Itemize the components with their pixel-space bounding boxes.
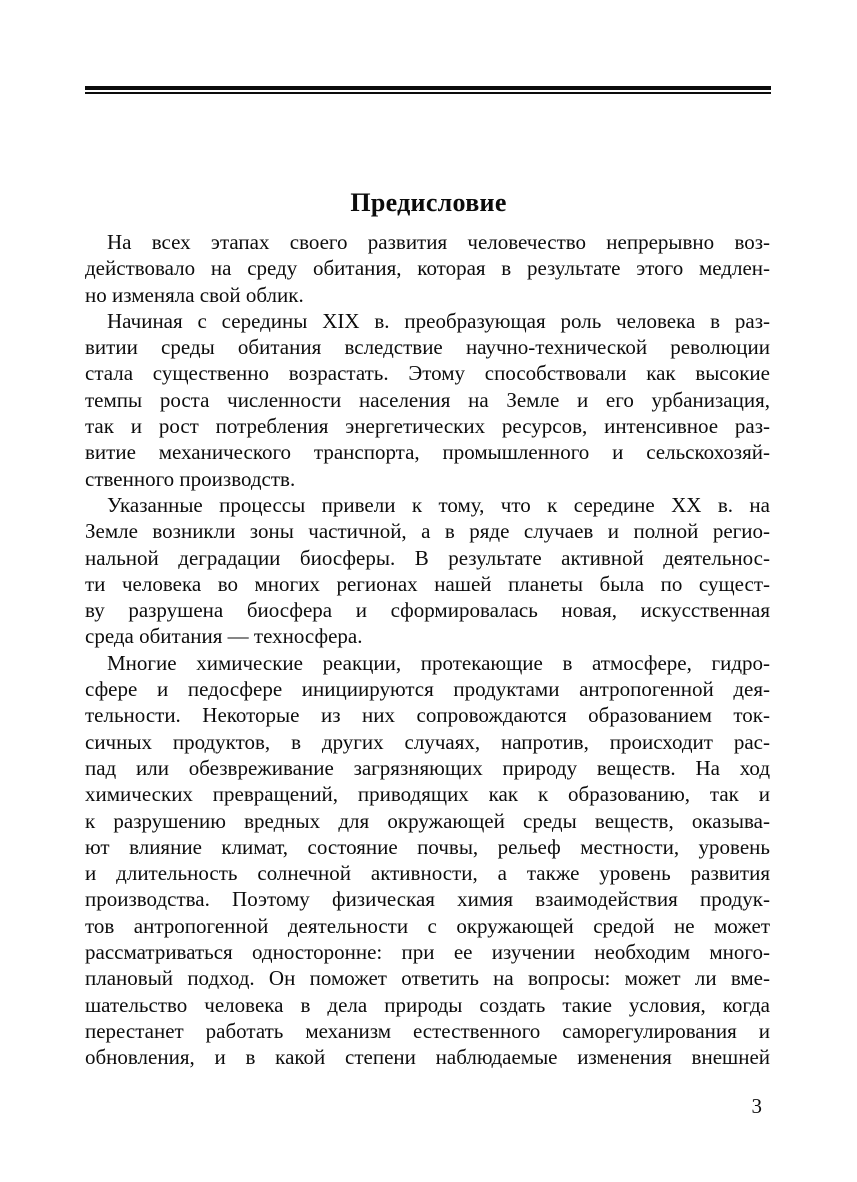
paragraph xyxy=(85,229,770,308)
paragraph xyxy=(85,492,770,650)
text-line: сичных продуктов, в других случаях, напротив, происходит рас- xyxy=(85,729,770,754)
text-line: но изменяла свой облик. xyxy=(85,282,304,307)
text-line: тельности. Некоторые из них сопровождаются образованием ток- xyxy=(85,703,770,728)
page-number: 3 xyxy=(751,1094,762,1118)
text-line: витие механического транспорта, промышленного и сельскохозяй- xyxy=(85,440,770,465)
text-line: плановый подход. Он поможет ответить на вопросы: может ли вме- xyxy=(85,966,770,991)
page-title: Предисловие xyxy=(350,188,507,217)
text-line: тов антропогенной деятельности с окружающей средой не может xyxy=(85,913,770,938)
paragraph xyxy=(85,308,770,492)
text-line: так и рост потребления энергетических ресурсов, интенсивное раз- xyxy=(85,414,770,439)
text-line: производства. Поэтому физическая химия взаимодействия продук- xyxy=(85,887,770,912)
text-line: обновления, и в какой степени наблюдаемые изменения внешней xyxy=(85,1045,770,1070)
body-text xyxy=(85,229,770,1071)
text-line: нальной деградации биосферы. В результате активной деятельнос- xyxy=(85,545,770,570)
text-line: ву разрушена биосфера и сформировалась новая, искусственная xyxy=(85,598,770,623)
text-line: перестанет работать механизм естественного саморегулирования и xyxy=(85,1018,770,1043)
text-line: шательство человека в дела природы создать такие условия, когда xyxy=(85,992,770,1017)
text-line: химических превращений, приводящих как к образованию, так и xyxy=(85,782,770,807)
text-line: рассматриваться односторонне: при ее изучении необходим много- xyxy=(85,940,770,965)
text-line: пад или обезвреживание загрязняющих природу веществ. На ход xyxy=(85,755,770,780)
text-line: темпы роста численности населения на Земле и его урбанизация, xyxy=(85,387,770,412)
text-line: ти человека во многих регионах нашей планеты была по сущест- xyxy=(85,571,770,596)
text-line: Начиная с середины XIX в. преобразующая роль человека в раз- xyxy=(107,308,770,333)
text-line: ственного производств. xyxy=(85,466,296,491)
text-line: Указанные процессы привели к тому, что к середине XX в. на xyxy=(107,492,770,517)
text-line: ют влияние климат, состояние почвы, рельеф местности, уровень xyxy=(85,834,770,859)
text-line: среда обитания — техносфера. xyxy=(85,624,363,649)
text-line: Земле возникли зоны частичной, а в ряде случаев и полной регио- xyxy=(85,519,770,544)
paragraph xyxy=(85,650,770,1071)
text-line: к разрушению вредных для окружающей среды веществ, оказыва- xyxy=(85,808,770,833)
text-line: На всех этапах своего развития человечество непрерывно воз- xyxy=(107,230,770,254)
text-line: витии среды обитания вследствие научно-технической революции xyxy=(85,335,770,360)
text-line: действовало на среду обитания, которая в результате этого медлен- xyxy=(85,256,770,281)
text-line: Многие химические реакции, протекающие в атмосфере, гидро- xyxy=(107,650,770,675)
text-line: стала существенно возрастать. Этому способствовали как высокие xyxy=(85,361,770,386)
double-rule-divider xyxy=(85,86,771,94)
text-line: и длительность солнечной активности, а также уровень развития xyxy=(85,861,770,886)
text-line: сфере и педосфере инициируются продуктами антропогенной дея- xyxy=(85,677,770,702)
